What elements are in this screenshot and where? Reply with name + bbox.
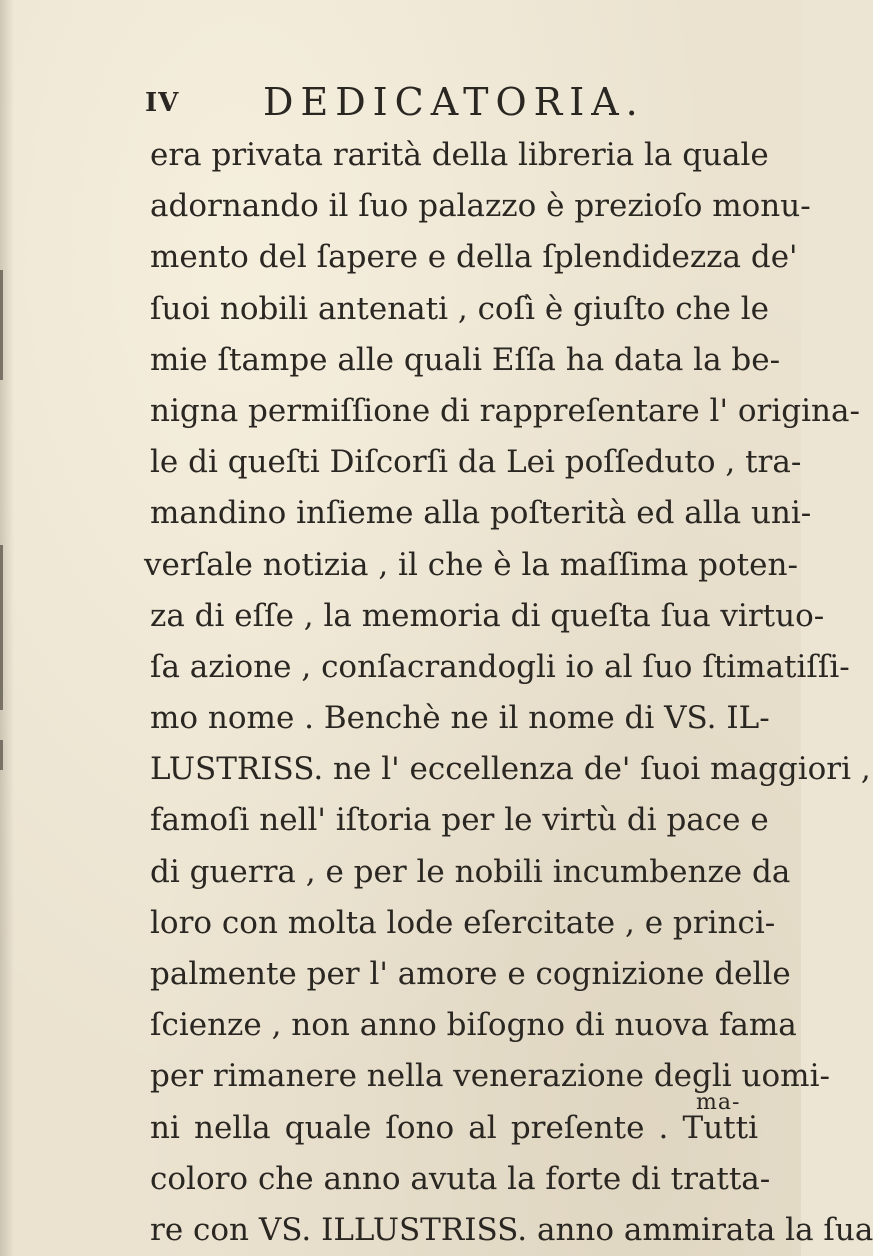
text-line: mie ſtampe alle quali Eſſa ha data la be- bbox=[150, 341, 781, 378]
text-line: za di eſſe , la memoria di queſta ſua virtuo- bbox=[150, 597, 825, 634]
margin-mark bbox=[0, 545, 3, 600]
margin-mark bbox=[0, 740, 3, 770]
text-line: mandino inſieme alla poſterità ed alla uni- bbox=[150, 495, 812, 532]
text-line: palmente per l' amore e cognizione delle bbox=[150, 956, 791, 992]
text-line: loro con molta lode eſercitate , e princi- bbox=[150, 904, 776, 941]
margin-mark bbox=[0, 270, 3, 380]
text-line: ſa azione , conſacrandogli io al ſuo ſtimatiſſi- bbox=[150, 648, 850, 685]
text-line: re con VS. ILLUSTRISS. anno ammirata la ſua bbox=[150, 1211, 873, 1248]
text-line: LUSTRISS. ne l' eccellenza de' ſuoi maggiori , bbox=[150, 751, 871, 788]
text-line: mo nome . Benchè ne il nome di VS. IL- bbox=[150, 700, 770, 737]
running-head bbox=[145, 80, 665, 126]
margin-mark bbox=[0, 600, 3, 710]
text-line: coloro che anno avuta la forte di tratta- bbox=[150, 1160, 771, 1197]
text-line: ſcienze , non anno biſogno di nuova fama bbox=[150, 1007, 797, 1044]
text-line: adornando il ſuo palazzo è prezioſo monu- bbox=[150, 188, 811, 225]
section-title: DEDICATORIA. bbox=[263, 80, 645, 124]
text-line: per rimanere nella venerazione degli uomi- bbox=[150, 1058, 830, 1095]
text-line: era privata rarità della libreria la quale bbox=[150, 137, 769, 173]
text-line: famoſi nell' iſtoria per le virtù di pace e bbox=[150, 802, 769, 839]
text-line: di guerra , e per le nobili incumbenze da bbox=[150, 853, 791, 890]
text-line: ſuoi nobili antenati , coſì è giuſto che le bbox=[150, 290, 770, 327]
text-line: mento del ſapere e della ſplendidezza de' bbox=[150, 239, 798, 276]
text-line: verſale notizia , il che è la maſſima poten- bbox=[144, 546, 798, 583]
text-line: ni nella quale ſono al preſente . Tutti bbox=[150, 1109, 758, 1146]
text-line: nigna permiſſione di rappreſentare l' origina- bbox=[150, 392, 860, 429]
catchword: ma- bbox=[696, 1090, 741, 1115]
body-text bbox=[144, 130, 873, 1256]
text-line: le di queſti Diſcorſi da Lei poſſeduto , tra- bbox=[150, 444, 802, 481]
page-number: IV bbox=[145, 88, 180, 118]
